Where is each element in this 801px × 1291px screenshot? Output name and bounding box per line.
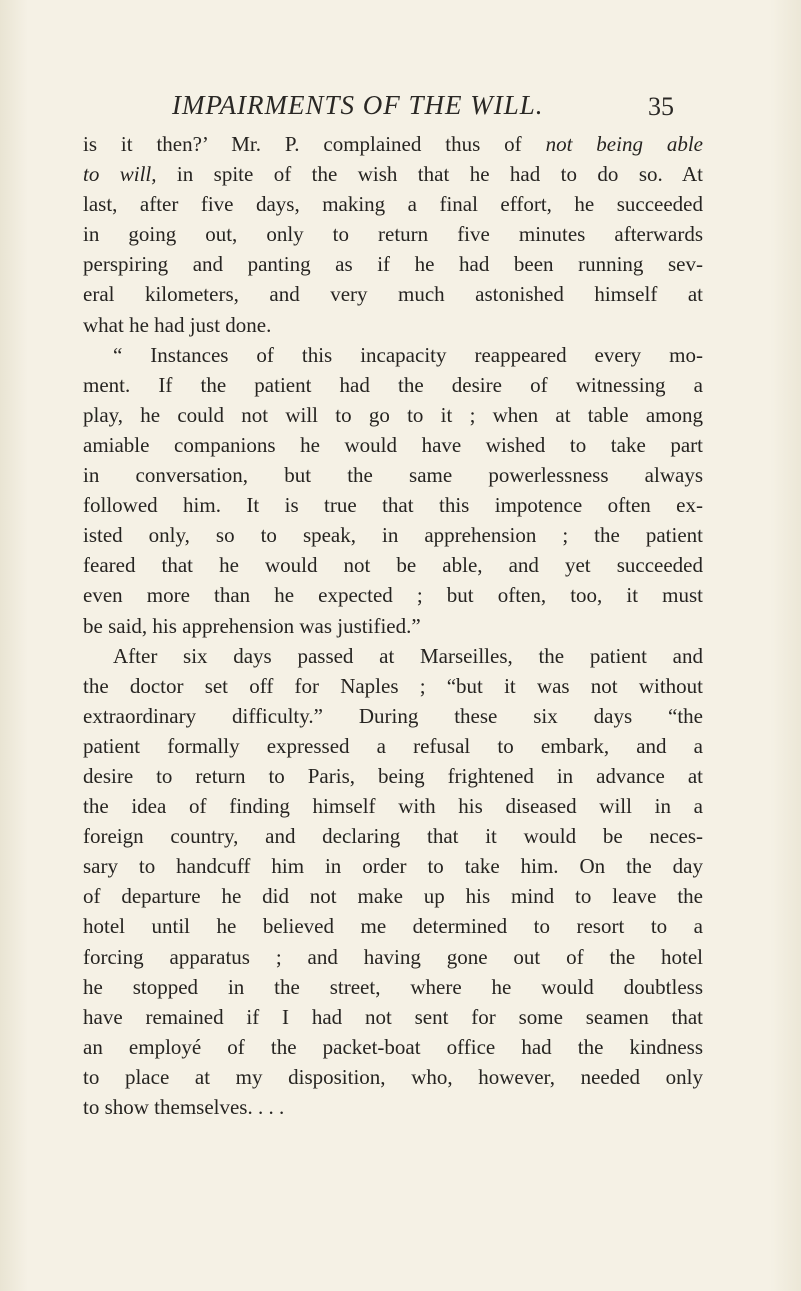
italic-text: to will, [83,162,157,187]
text-run: desire to return to Paris, being frightened in advance at [83,763,703,788]
text-run: feared that he would not be able, and yet succeeded [83,553,703,578]
text-run: what he had just done. [83,312,272,337]
text-line [83,279,703,309]
text-line [83,881,703,911]
text-run: followed him. It is true that this impotence often ex- [83,493,703,518]
text-run: of departure he did not make up his mind to leave the [83,884,703,909]
text-line [83,731,703,761]
text-line [83,430,703,460]
page-number: 35 [648,92,674,121]
text-line [83,370,703,400]
text-run: he stopped in the street, where he would doubtless [83,974,703,999]
text-line [83,942,703,972]
text-line [83,490,703,520]
text-run: patient formally expressed a refusal to embark, and a [83,733,703,758]
text-run: sary to handcuff him in order to take him. On the day [83,854,703,879]
text-run: After six days passed at Marseilles, the patient and [113,643,703,668]
text-run: last, after five days, making a final effort, he succeeded [83,192,703,217]
text-run: the idea of finding himself with his diseased will in a [83,794,703,819]
text-line [83,460,703,490]
text-line [83,219,703,249]
italic-text: not being able [545,132,703,156]
text-line [83,340,703,370]
text-line [83,1032,703,1062]
text-run: have remained if I had not sent for some seamen that [83,1004,703,1029]
text-run: perspiring and panting as if he had been running sev- [83,252,703,277]
running-head: IMPAIRMENTS OF THE WILL. [172,90,544,120]
text-line [83,821,703,851]
text-line [83,851,703,881]
body-text [83,129,703,1122]
text-line [83,911,703,941]
text-line [83,580,703,610]
text-run: to place at my disposition, who, however, needed only [83,1064,703,1089]
text-run: ment. If the patient had the desire of witnessing a [83,372,703,397]
text-line [83,611,703,641]
text-run: play, he could not will to go to it ; when at table among [83,402,703,427]
text-line [83,671,703,701]
text-run: forcing apparatus ; and having gone out of the hotel [83,944,703,969]
page-header [0,90,801,124]
text-run: “ Instances of this incapacity reappeared every mo- [113,342,703,367]
text-run: isted only, so to speak, in apprehension ; the patient [83,523,703,548]
text-run: extraordinary difficulty.” During these six days “the [83,703,703,728]
text-line [83,249,703,279]
text-run: an employé of the packet-boat office had the kindness [83,1034,703,1059]
text-line [83,159,703,189]
text-line [83,189,703,219]
text-run: the doctor set off for Naples ; “but it was not without [83,673,703,698]
text-run: in conversation, but the same powerlessness always [83,463,703,488]
text-run: to show themselves. . . . [83,1095,285,1119]
text-run: be said, his apprehension was justified.” [83,613,421,638]
text-line [83,1062,703,1092]
text-line [83,520,703,550]
text-run: hotel until he believed me determined to resort to a [83,914,703,939]
text-line [83,129,703,159]
text-line [83,550,703,580]
text-run: in spite of the wish that he had to do so. At [156,162,703,187]
text-run: foreign country, and declaring that it would be neces- [83,824,703,849]
text-run: in going out, only to return five minutes afterwards [83,222,703,247]
text-run: is it then?’ Mr. P. complained thus of [83,132,546,156]
text-line [83,701,703,731]
text-run: amiable companions he would have wished to take part [83,432,703,457]
text-line [83,791,703,821]
text-line [83,972,703,1002]
text-line [83,400,703,430]
text-line [83,310,703,340]
text-line [83,1002,703,1032]
text-line [83,641,703,671]
text-line [83,761,703,791]
text-run: eral kilometers, and very much astonished himself at [83,282,703,307]
text-run: even more than he expected ; but often, too, it must [83,583,703,608]
text-line [83,1092,703,1122]
